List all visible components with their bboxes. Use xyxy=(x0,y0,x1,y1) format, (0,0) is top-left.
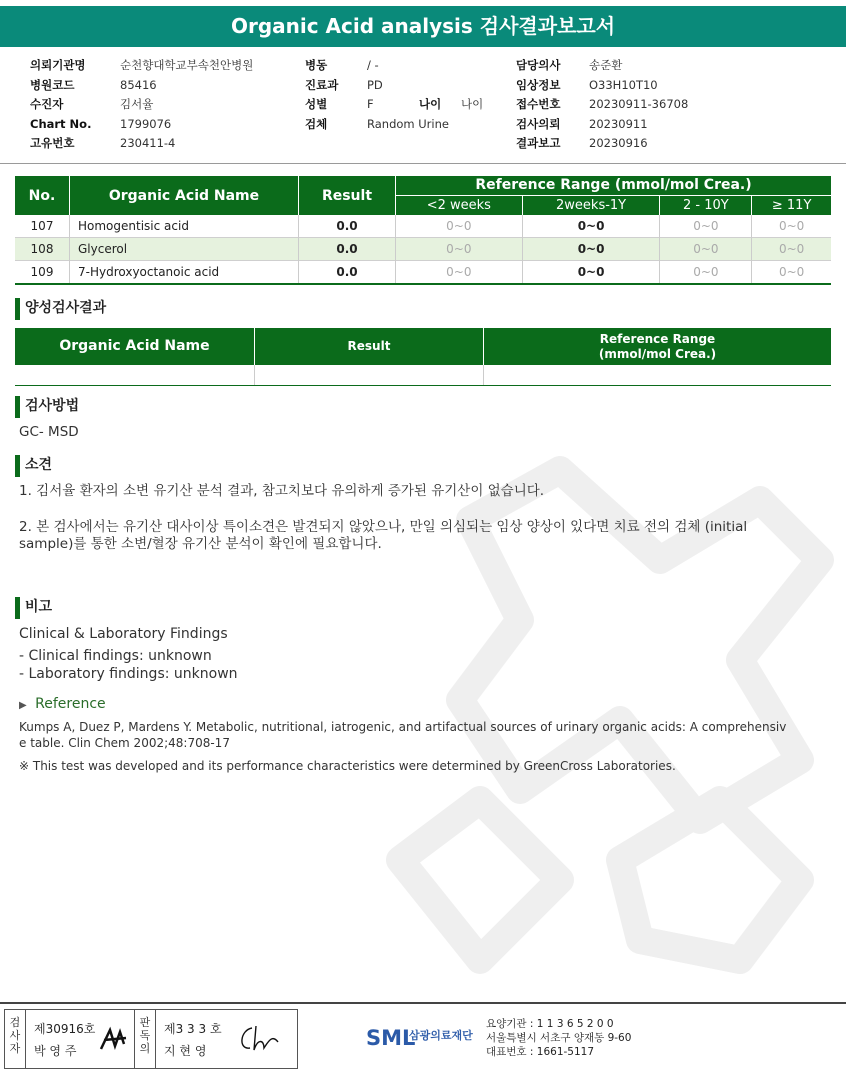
reference-line2: e table. Clin Chem 2002;48:708-17 xyxy=(19,736,230,750)
label-clinical-info: 임상정보 xyxy=(516,77,561,92)
value-chart-no: 1799076 xyxy=(120,116,172,131)
remarks-section-title: 비고 xyxy=(15,597,52,617)
cell-no: 107 xyxy=(15,215,70,238)
value-hospital-code: 85416 xyxy=(120,77,157,92)
col-reference: Reference Range (mmol/mol Crea.) xyxy=(396,176,832,195)
lab-name: 삼광의료재단 xyxy=(409,1029,473,1042)
label-hospital-code: 병원코드 xyxy=(30,77,75,92)
positive-table-header xyxy=(15,328,831,365)
label-specimen: 검체 xyxy=(305,116,328,131)
label-department: 진료과 xyxy=(305,77,339,92)
opinion-p1: 1. 김서율 환자의 소변 유기산 분석 결과, 참고치보다 유의하게 증가된 유기산이 없습니다. xyxy=(19,483,545,499)
cell-range: 0~0 xyxy=(778,219,805,233)
col-name: Organic Acid Name xyxy=(70,176,299,215)
col-result: Result xyxy=(299,176,396,215)
positive-col-reference xyxy=(484,328,831,365)
header-col1 xyxy=(30,56,253,154)
cell-range: 0~0 xyxy=(660,215,752,238)
value-accession: 20230911-36708 xyxy=(589,97,689,111)
cell-name: 7-Hydroxyoctanoic acid xyxy=(70,261,299,285)
positive-empty-row xyxy=(15,365,831,386)
lab-info-address: 서울특별시 서초구 양재동 9-60 xyxy=(486,1032,632,1044)
lab-info-phone: 대표번호 : 1661-5117 xyxy=(486,1046,595,1058)
col-range-3: 2 - 10Y xyxy=(660,195,752,215)
cell-range: 0~0 xyxy=(522,261,660,285)
label-request-date: 검사의뢰 xyxy=(516,116,561,131)
positive-empty-cell xyxy=(15,365,255,385)
results-table xyxy=(15,176,831,285)
reference-heading xyxy=(19,696,106,714)
value-sex: F xyxy=(367,97,374,111)
cell-result: 0.0 xyxy=(299,215,396,238)
col-range-4: ≥ 11Y xyxy=(752,195,831,215)
cell-name: Glycerol xyxy=(70,238,299,261)
footer xyxy=(0,1005,846,1073)
reader-label: 판독의 xyxy=(135,1010,156,1068)
value-age: 나이 xyxy=(461,97,484,111)
reference-label: Reference xyxy=(35,696,106,712)
value-department: PD xyxy=(367,77,383,92)
disclaimer-note: ※ This test was developed and its performance characteristics were determined by GreenCross Laboratories. xyxy=(19,759,676,773)
cell-range: 0~0 xyxy=(522,215,660,238)
label-accession: 접수번호 xyxy=(516,97,561,111)
reader-cell xyxy=(156,1010,297,1068)
opinion-p2-line1: 2. 본 검사에서는 유기산 대사이상 특이소견은 발견되지 않았으나, 만일 의심되는 임상 양상이 있다면 치료 전의 검체 (initial xyxy=(19,519,748,535)
logo-text: SML xyxy=(366,1026,416,1050)
header-divider xyxy=(0,163,846,164)
cell-range: 0~0 xyxy=(396,261,523,285)
table-row xyxy=(15,215,831,238)
lab-logo xyxy=(366,1017,473,1053)
value-ward: / - xyxy=(367,58,379,72)
opinion-section-title: 소견 xyxy=(15,455,52,475)
cell-range: 0~0 xyxy=(660,238,752,261)
footer-divider xyxy=(0,1002,846,1004)
table-row xyxy=(15,261,831,285)
positive-empty-cell xyxy=(484,365,831,385)
report-title: Organic Acid analysis 검사결과보고서 xyxy=(0,6,846,47)
label-ward: 병동 xyxy=(305,58,328,72)
label-sex: 성별 xyxy=(305,97,328,111)
cell-range: 0~0 xyxy=(522,238,660,261)
value-unique-no: 230411-4 xyxy=(120,136,176,150)
signature-box xyxy=(4,1009,298,1069)
label-age: 나이 xyxy=(419,97,442,111)
opinion-p2-line2: sample)를 통한 소변/혈장 유기산 분석이 확인에 필요합니다. xyxy=(19,536,382,552)
examiner-cell xyxy=(26,1010,135,1068)
method-text: GC- MSD xyxy=(19,424,79,440)
col-no: No. xyxy=(15,176,70,215)
cell-result: 0.0 xyxy=(299,238,396,261)
label-unique-no: 고유번호 xyxy=(30,136,75,150)
cell-no: 109 xyxy=(15,261,70,285)
label-doctor: 담당의사 xyxy=(516,58,561,72)
cell-range: 0~0 xyxy=(396,215,523,238)
cell-name: Homogentisic acid xyxy=(70,215,299,238)
examiner-signature xyxy=(98,1024,132,1054)
label-report-date: 결과보고 xyxy=(516,136,561,150)
reader-name: 지 현 영 xyxy=(164,1044,207,1058)
positive-col-result: Result xyxy=(255,328,484,365)
value-patient: 김서율 xyxy=(120,97,154,111)
examiner-name: 박 영 주 xyxy=(34,1044,77,1058)
cell-range: 0~0 xyxy=(778,242,805,256)
header-col2 xyxy=(305,56,483,134)
value-clinical-info: O33H10T10 xyxy=(589,77,658,92)
triangle-icon: ▶ xyxy=(19,700,27,711)
method-section-title: 검사방법 xyxy=(15,396,79,416)
positive-col-reference-line2: (mmol/mol Crea.) xyxy=(598,347,717,361)
reader-signature xyxy=(236,1020,282,1056)
value-report-date: 20230916 xyxy=(589,136,648,150)
examiner-label: 검사자 xyxy=(5,1010,26,1068)
examiner-license: 제30916호 xyxy=(34,1022,96,1036)
sml-logo-icon xyxy=(366,1017,416,1053)
cell-no: 108 xyxy=(15,238,70,261)
remarks-line1: Clinical & Laboratory Findings xyxy=(19,626,228,642)
col-range-1: <2 weeks xyxy=(396,195,523,215)
label-patient: 수진자 xyxy=(30,97,64,111)
table-row xyxy=(15,238,831,261)
lab-info xyxy=(486,1017,631,1059)
remarks-line3: - Laboratory findings: unknown xyxy=(19,666,238,682)
cell-range: 0~0 xyxy=(396,238,523,261)
value-doctor: 송준환 xyxy=(589,58,623,72)
value-specimen: Random Urine xyxy=(367,116,449,131)
lab-info-code: 요양기관 : 1 1 3 6 5 2 0 0 xyxy=(486,1018,614,1030)
label-institution: 의뢰기관명 xyxy=(30,58,86,72)
reader-license: 제3 3 3 호 xyxy=(164,1022,222,1036)
remarks-line2: - Clinical findings: unknown xyxy=(19,648,212,664)
positive-col-reference-line1: Reference Range xyxy=(599,332,716,346)
positive-section-title: 양성검사결과 xyxy=(15,298,106,318)
value-request-date: 20230911 xyxy=(589,116,648,131)
positive-empty-cell xyxy=(255,365,484,385)
cell-result: 0.0 xyxy=(299,261,396,285)
cell-range: 0~0 xyxy=(660,261,752,285)
reference-line1: Kumps A, Duez P, Mardens Y. Metabolic, nutritional, iatrogenic, and artifactual sources of urinary organic acids: A comprehensiv xyxy=(19,720,787,734)
col-range-2: 2weeks-1Y xyxy=(522,195,660,215)
positive-col-name: Organic Acid Name xyxy=(15,328,255,365)
header-col3 xyxy=(516,56,688,154)
cell-range: 0~0 xyxy=(778,265,805,279)
value-institution: 순천향대학교부속천안병원 xyxy=(120,58,254,72)
label-chart-no: Chart No. xyxy=(30,116,92,131)
